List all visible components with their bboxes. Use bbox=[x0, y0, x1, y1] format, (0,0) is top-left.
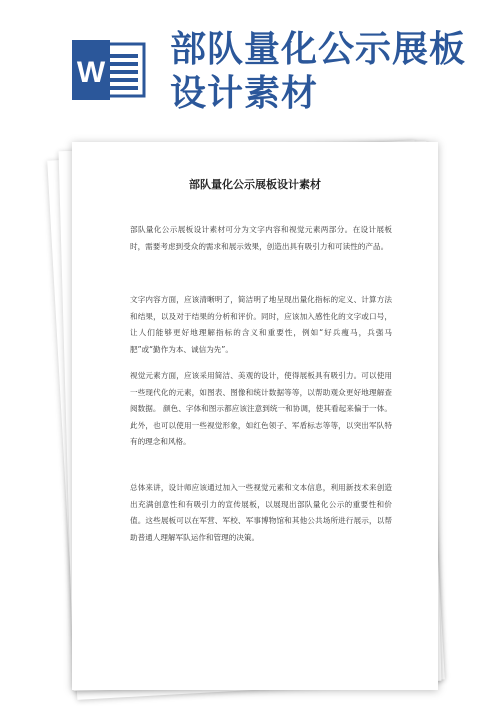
banner-title: 部队量化公示展板设计素材 bbox=[170, 29, 467, 114]
paragraph-summary: 总体来讲，设计师应该通过加入一些视觉元素和文本信息，利用新技术来创造出充满创意性和有吸引力的宣传展板，以展现出部队量化公示的重要性和价值。这些展板可以在军营、军校、军事博物馆和其他公共场所进行展示，以帮助普通人理解军队运作和管理的决策。 bbox=[130, 483, 392, 542]
word-document-icon bbox=[70, 40, 146, 100]
banner bbox=[0, 0, 500, 118]
paragraph-visual-elements: 视觉元素方面，应该采用简洁、美观的设计，使得展板具有吸引力。可以使用一些现代化的元素，如图表、图像和统计数据等等，以帮助观众更好地理解查阅数据。 颜色、字体和图示都应该注意到统一和协调，使其看起来偏于一体。此外，也可以使用一些视觉形象，如红色领子、军盾标志等等，以突出军队特有的理念和风格。 bbox=[130, 371, 392, 446]
document-title: 部队量化公示展板设计素材 bbox=[189, 178, 321, 191]
document-page bbox=[72, 142, 438, 690]
paragraph-intro: 部队量化公示展板设计素材可分为文字内容和视觉元素两部分。在设计展板时，需要考虑到受众的需求和展示效果，创造出具有吸引力和可读性的产品。 bbox=[130, 225, 392, 251]
paragraph-text-content: 文字内容方面，应该清晰明了，简洁明了地呈现出量化指标的定义、计算方法和结果，以及对于结果的分析和评价。同时，应该加入感性化的文字或口号，让人们能够更好地理解指标的含义和重要性，例如“好兵瘦马，兵强马肥”或“勤作为本、诚信为先”。 bbox=[130, 295, 392, 354]
word-icon-letter: W bbox=[76, 56, 106, 89]
